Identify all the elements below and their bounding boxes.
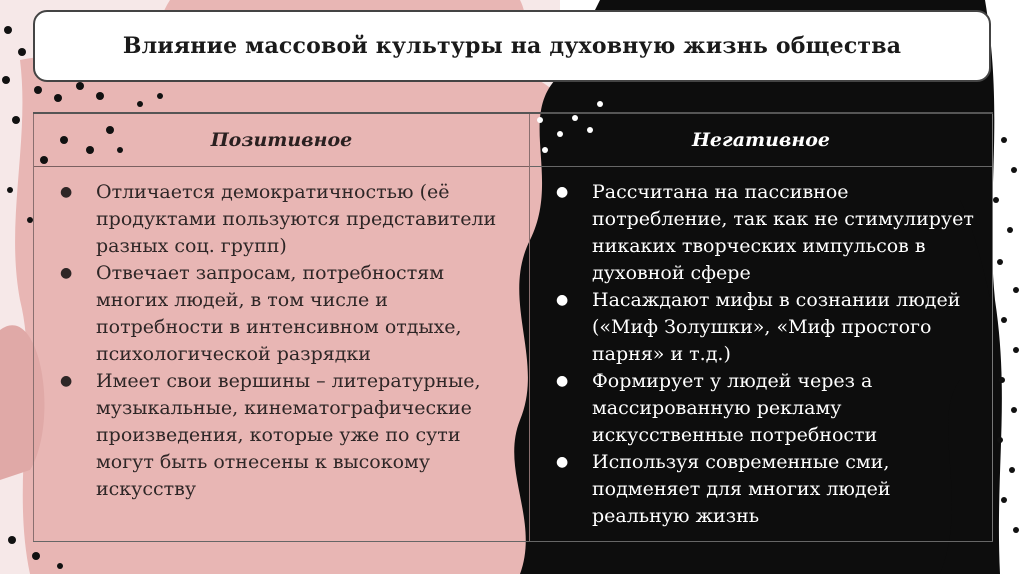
list-item: ● Имеет свои вершины – литературные, музыкальные, кинематографические произведения, которые уже по сути могут быть отнесены к высокому искусству: [60, 370, 481, 500]
positive-header: Позитивное: [34, 114, 529, 167]
bullet-icon: ●: [60, 373, 73, 389]
negative-list: [530, 167, 992, 530]
negative-column: [530, 114, 993, 541]
bullet-icon: ●: [60, 184, 73, 200]
page-title: Влияние массовой культуры на духовную жизнь общества: [122, 33, 902, 59]
positive-column: [33, 114, 530, 541]
list-item: ● Отличается демократичностью (её продуктами пользуются представители разных соц. групп): [60, 181, 497, 257]
negative-header: Негативное: [530, 114, 992, 167]
list-item: ● Отвечает запросам, потребностям многих людей, в том числе и потребности в интенсивном отдыхе, психологической разрядки: [60, 262, 462, 365]
comparison-table: [33, 112, 993, 542]
bullet-icon: ●: [556, 292, 569, 308]
bullet-icon: ●: [556, 454, 569, 470]
bullet-icon: ●: [60, 265, 73, 281]
bullet-icon: ●: [556, 373, 569, 389]
bullet-icon: ●: [556, 184, 569, 200]
list-item: ● Рассчитана на пассивное потребление, так как не стимулирует никаких творческих импульсов в духовной сфере: [556, 181, 974, 284]
list-item: ● Насаждают мифы в сознании людей («Миф Золушки», «Миф простого парня» и т.д.): [556, 289, 961, 365]
title-box: [33, 10, 991, 82]
positive-list: [34, 167, 529, 503]
list-item: ● Используя современные сми, подменяет для многих людей реальную жизнь: [556, 451, 891, 527]
list-item: ● Формирует у людей через а массированную рекламу искусственные потребности: [556, 370, 878, 446]
